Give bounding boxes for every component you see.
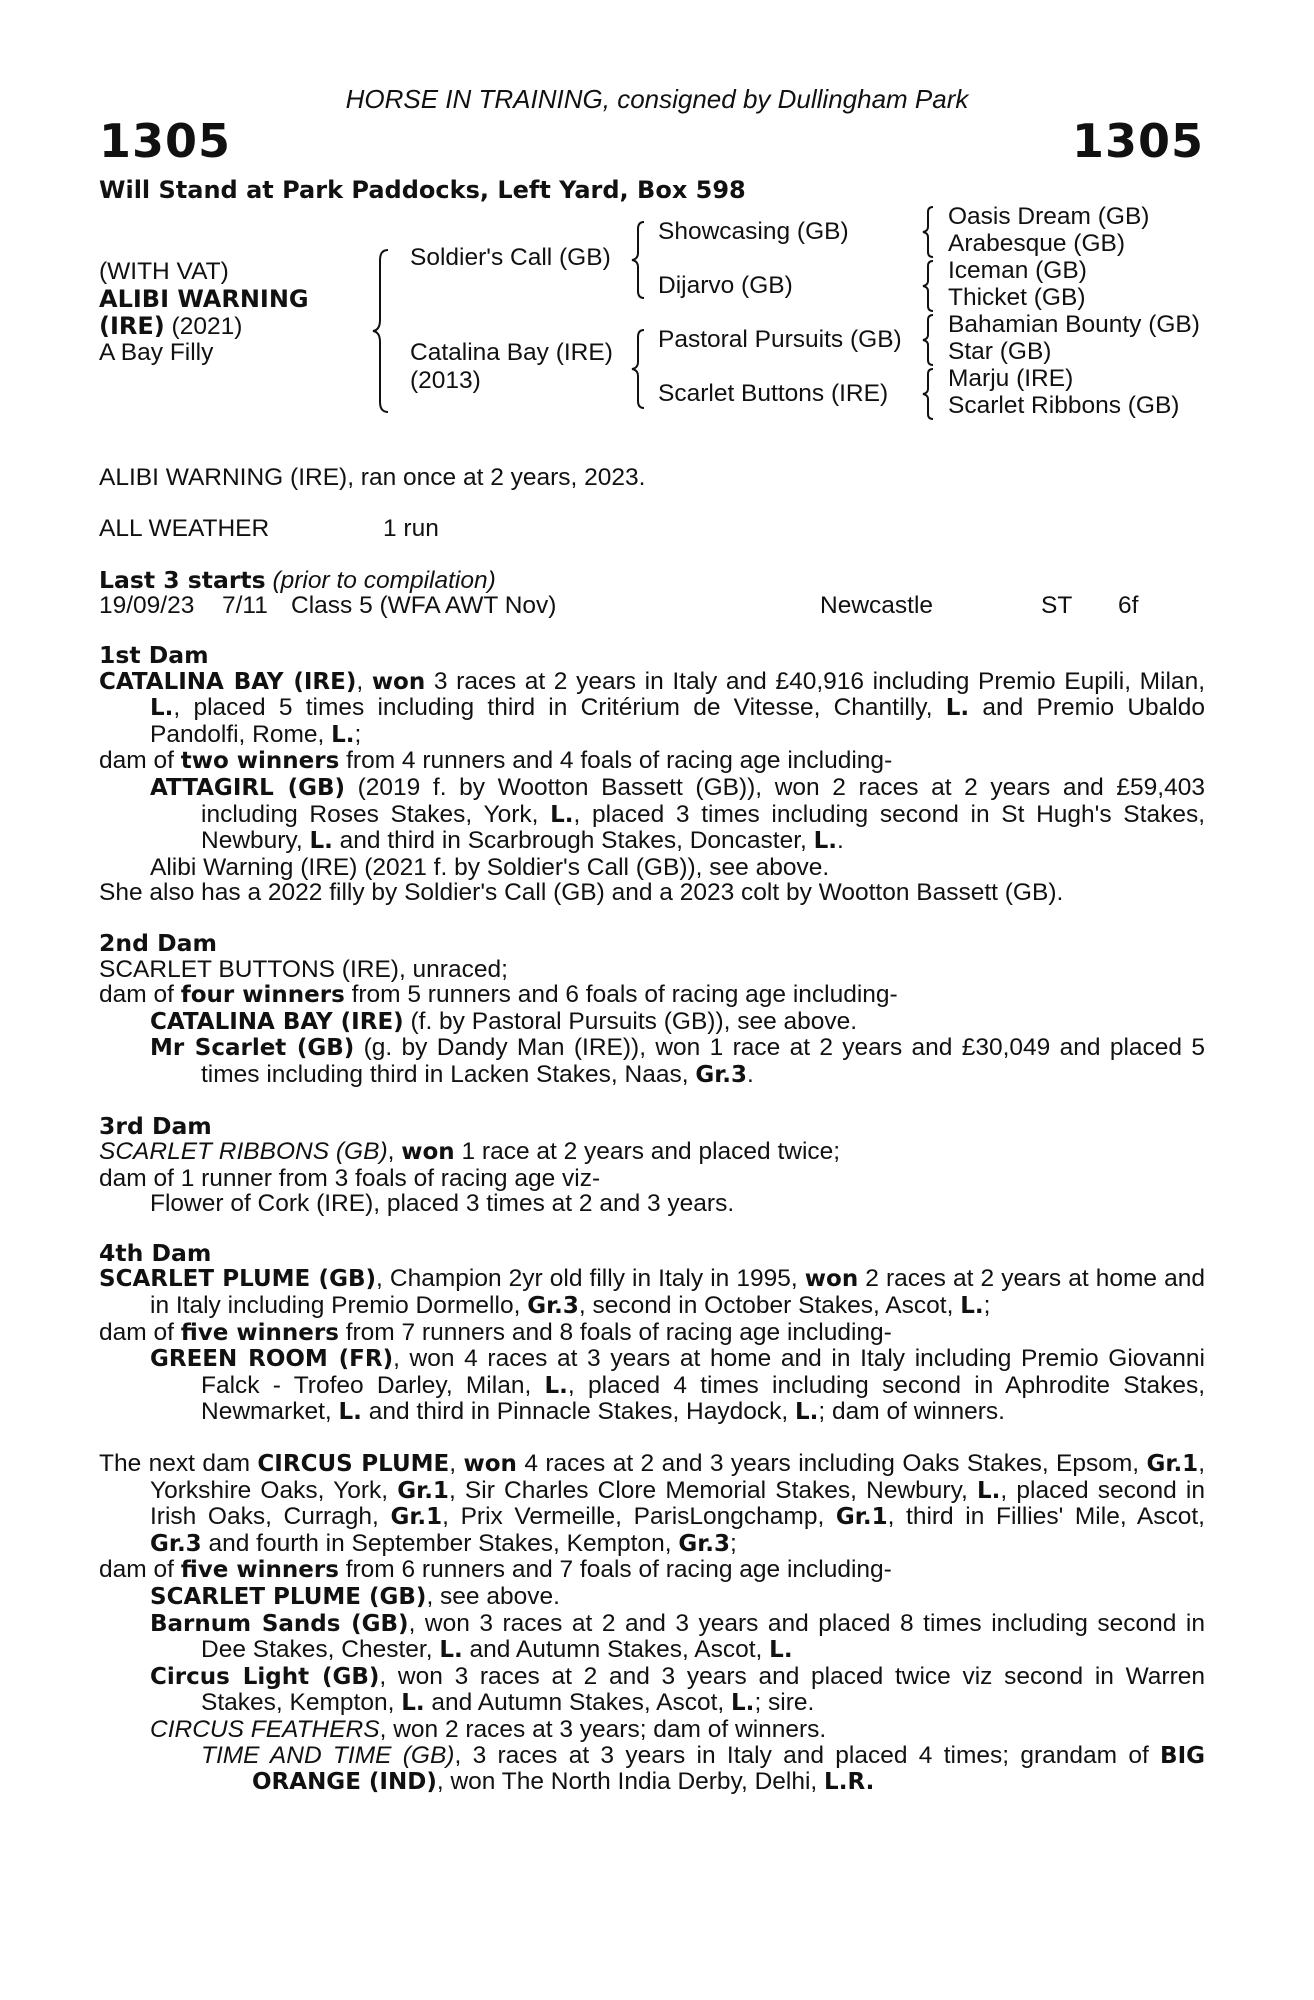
next-dam-foal-2: Barnum Sands (GB), won 3 races at 2 and 3 years and placed 8 times including second in Dee Stakes, Chester, L. and Autumn Stakes, Ascot, L. — [150, 1609, 1205, 1664]
g-brace-1 — [920, 205, 936, 259]
race-class: Class 5 (WFA AWT Nov) — [291, 592, 557, 619]
main-brace — [370, 248, 392, 414]
produce-record — [99, 643, 1205, 1796]
fourth-dam-produce-intro: dam of five winners from 7 runners and 8 foals of racing age including- — [99, 1318, 892, 1346]
gg-6: Star (GB) — [948, 338, 1052, 365]
next-dam-foal-1: SCARLET PLUME (GB), see above. — [150, 1583, 560, 1610]
stand-location: Will Stand at Park Paddocks, Left Yard, Box 598 — [99, 176, 746, 204]
race-distance: 6f — [1118, 592, 1139, 619]
race-position: 7/11 — [222, 592, 268, 619]
first-dam-produce-intro: dam of two winners from 4 runners and 4 foals of racing age including- — [99, 747, 893, 775]
horse-origin: (IRE) — [99, 312, 165, 340]
lot-number-left: 1305 — [99, 114, 232, 168]
sire: Soldier's Call (GB) — [410, 244, 611, 271]
horse-description: A Bay Filly — [99, 339, 214, 366]
next-dam-grandfoal-1: TIME AND TIME (GB), 3 races at 3 years in Italy and placed 4 times; grandam of BIG ORANGE (IND), won The North India Derby, Delhi, L.R. — [201, 1741, 1206, 1796]
gg-8: Scarlet Ribbons (GB) — [948, 392, 1180, 419]
race-course: Newcastle — [820, 592, 934, 619]
first-dam-record: CATALINA BAY (IRE), won 3 races at 2 years in Italy and £40,916 including Premio Eupili, Milan, L., placed 5 times including third in Critérium de Vitesse, Chantilly, L. and Premio Ubaldo Pandolfi, Rome, L.; — [99, 667, 1205, 748]
dam-year: (2013) — [410, 367, 481, 394]
dam-brace — [629, 328, 647, 410]
vat-note: (WITH VAT) — [99, 258, 229, 285]
next-dam-foal-4: CIRCUS FEATHERS, won 2 races at 3 years; dam of winners. — [150, 1715, 827, 1743]
next-dam-record: The next dam CIRCUS PLUME, won 4 races at 2 and 3 years including Oaks Stakes, Epsom, Gr.1, Yorkshire Oaks, York, Gr.1, Sir Charles Clore Memorial Stakes, Newbury, L., placed second in Irish Oaks, Curragh, Gr.1, Prix Vermeille, ParisLongchamp, Gr.1, third in Fillies' Mile, Ascot, Gr.3 and fourth in September Stakes, Kempton, Gr.3; — [99, 1450, 1206, 1557]
gg-4: Thicket (GB) — [948, 284, 1086, 311]
dam: Catalina Bay (IRE) — [410, 339, 613, 366]
third-dam-record: SCARLET RIBBONS (GB), won 1 race at 2 years and placed twice; — [99, 1138, 841, 1166]
race-surface: ST — [1041, 592, 1073, 619]
horse-name-line2 — [99, 312, 242, 341]
g-brace-3 — [920, 313, 936, 367]
third-dam-produce-intro: dam of 1 runner from 3 foals of racing age viz- — [99, 1164, 601, 1192]
first-dam-title: 1st Dam — [99, 641, 209, 669]
gg-3: Iceman (GB) — [948, 257, 1087, 284]
fourth-dam-record: SCARLET PLUME (GB), Champion 2yr old filly in Italy in 1995, won 2 races at 2 years at home and in Italy including Premio Dormello, Gr.3, second in October Stakes, Ascot, L.; — [99, 1265, 1205, 1320]
third-dam-title: 3rd Dam — [99, 1111, 212, 1140]
last-starts-note: (prior to compilation) — [265, 567, 496, 594]
second-dam-foal-1: CATALINA BAY (IRE) (f. by Pastoral Pursuits (GB)), see above. — [150, 1007, 858, 1035]
first-dam-foal-1: ATTAGIRL (GB) (2019 f. by Wootton Bassett (GB)), won 2 races at 2 years and £59,403 including Roses Stakes, York, L., placed 3 times including second in St Hugh's Stakes, Newbury, L. and third in Scarbrough Stakes, Doncaster, L.. — [150, 773, 1206, 855]
last-starts-title: Last 3 starts — [99, 566, 266, 594]
fourth-dam-title: 4th Dam — [99, 1238, 212, 1267]
dam-name: CATALINA BAY (IRE) — [99, 668, 357, 695]
second-dam-foal-2: Mr Scarlet (GB) (g. by Dandy Man (IRE)), won 1 race at 2 years and £30,049 and placed 5 times including third in Lacken Stakes, Naas, Gr.3. — [150, 1034, 1206, 1088]
dam-sire: Pastoral Pursuits (GB) — [658, 326, 902, 353]
race-summary: ALIBI WARNING (IRE), ran once at 2 years, 2023. — [99, 464, 646, 491]
lot-number-right: 1305 — [1071, 114, 1204, 168]
won-label: won — [371, 668, 426, 695]
second-dam-produce-intro: dam of four winners from 5 runners and 6 foals of racing age including- — [99, 981, 898, 1009]
gg-7: Marju (IRE) — [948, 365, 1074, 392]
all-weather-label: ALL WEATHER — [99, 515, 270, 542]
gg-2: Arabesque (GB) — [948, 230, 1126, 257]
first-dam-foal-2: Alibi Warning (IRE) (2021 f. by Soldier's Call (GB)), see above. — [150, 853, 830, 881]
gg-5: Bahamian Bounty (GB) — [948, 311, 1200, 338]
first-dam-note: She also has a 2022 filly by Soldier's Call (GB) and a 2023 colt by Wootton Bassett (GB). — [99, 879, 1064, 907]
race-date: 19/09/23 — [99, 592, 195, 619]
horse-name: ALIBI WARNING — [99, 285, 309, 313]
fourth-dam-foal-1: GREEN ROOM (FR), won 4 races at 3 years at home and in Italy including Premio Giovanni Falck - Trofeo Darley, Milan, L., placed 4 times including second in Aphrodite Stakes, Newmarket, L. and third in Pinnacle Stakes, Haydock, L.; dam of winners. — [150, 1345, 1205, 1426]
second-dam-record: SCARLET BUTTONS (IRE), unraced; — [99, 955, 508, 983]
sire-brace — [629, 220, 647, 300]
g-brace-2 — [920, 259, 936, 313]
last-starts-heading — [99, 566, 496, 595]
second-dam-title: 2nd Dam — [99, 928, 217, 957]
sire-sire: Showcasing (GB) — [658, 218, 849, 245]
dam-dam: Scarlet Buttons (IRE) — [658, 380, 889, 407]
gg-1: Oasis Dream (GB) — [948, 203, 1150, 230]
g-brace-4 — [920, 367, 936, 421]
race-row — [99, 592, 1209, 618]
third-dam-foal-1: Flower of Cork (IRE), placed 3 times at 2 and 3 years. — [150, 1190, 735, 1218]
horse-year: (2021) — [164, 313, 243, 340]
next-dam-produce-intro: dam of five winners from 6 runners and 7 foals of racing age including- — [99, 1556, 892, 1584]
sire-dam: Dijarvo (GB) — [658, 272, 793, 299]
foal-name: ATTAGIRL (GB) — [150, 774, 345, 801]
next-dam-foal-3: Circus Light (GB), won 3 races at 2 and 3 years and placed twice viz second in Warren Stakes, Kempton, L. and Autumn Stakes, Ascot, L.; sire. — [150, 1662, 1206, 1717]
all-weather-value: 1 run — [383, 515, 439, 542]
consignment-line: HORSE IN TRAINING, consigned by Dullingham Park — [345, 84, 969, 114]
